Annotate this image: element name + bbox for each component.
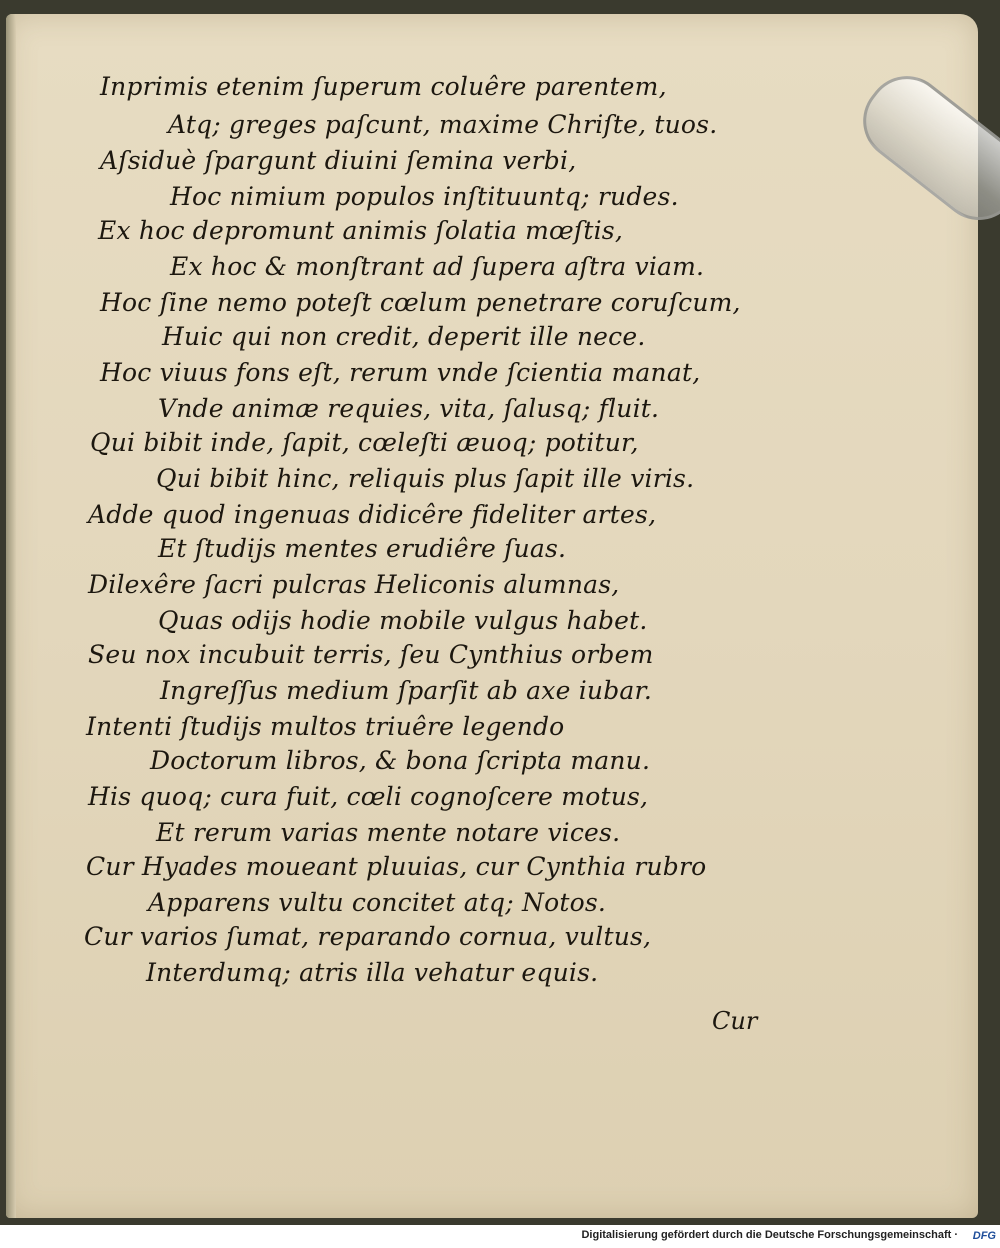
verse-line: Hoc viuus fons eſt, rerum vnde ſcientia manat, [100,358,701,387]
verse-line: Apparens vultu concitet atq; Notos. [148,888,607,917]
verse-line: Cur varios ſumat, reparando cornua, vultus, [84,922,652,951]
verse-line: Quas odijs hodie mobile vulgus habet. [158,606,648,635]
dfg-logo[interactable]: DFG [972,1230,996,1242]
verse-line: Ingreſſus medium ſparſit ab axe iubar. [160,676,653,705]
catchword: Cur [712,1007,758,1035]
digitization-credit: Digitalisierung gefördert durch die Deutsche Forschungsgemeinschaft · [581,1229,958,1241]
verse-line: His quoq; cura fuit, cœli cognoſcere motus, [88,782,649,811]
verse-line: Hoc ſine nemo poteſt cœlum penetrare coruſcum, [100,288,741,317]
verse-line: Qui bibit hinc, reliquis plus ſapit ille viris. [156,464,695,493]
verse-line: Qui bibit inde, ſapit, cœleſti æuoq; potitur, [90,428,639,457]
verse-line: Intenti ſtudijs multos triuêre legendo [86,712,565,741]
verse-line: Dilexêre ſacri pulcras Heliconis alumnas, [88,570,620,599]
verse-line: Aſsiduè ſpargunt diuini ſemina verbi, [100,146,577,175]
verse-line: Interdumq; atris illa vehatur equis. [146,958,599,987]
footer-bar [0,1225,1000,1248]
page-edge [6,14,16,1218]
verse-line: Hoc nimium populos inſtituuntq; rudes. [170,182,679,211]
verse-line: Ex hoc depromunt animis ſolatia mœſtis, [98,216,623,245]
verse-line: Huic qui non credit, deperit ille nece. [162,322,646,351]
verse-line: Seu nox incubuit terris, ſeu Cynthius orbem [88,640,654,669]
verse-line: Doctorum libros, & bona ſcripta manu. [150,746,651,775]
verse-line: Et rerum varias mente notare vices. [156,818,621,847]
verse-line: Cur Hyades moueant pluuias, cur Cynthia rubro [86,852,707,881]
verse-line: Adde quod ingenuas didicêre fideliter artes, [88,500,657,529]
verse-line: Atq; greges paſcunt, maxime Chriſte, tuos. [168,110,718,139]
verse-line: Et ſtudijs mentes erudiêre ſuas. [158,534,567,563]
verse-line: Ex hoc & monſtrant ad ſupera aſtra viam. [170,252,705,281]
verse-line: Inprimis etenim ſuperum coluêre parentem, [100,72,667,101]
verse-line: Vnde animæ requies, vita, ſalusq; fluit. [158,394,660,423]
